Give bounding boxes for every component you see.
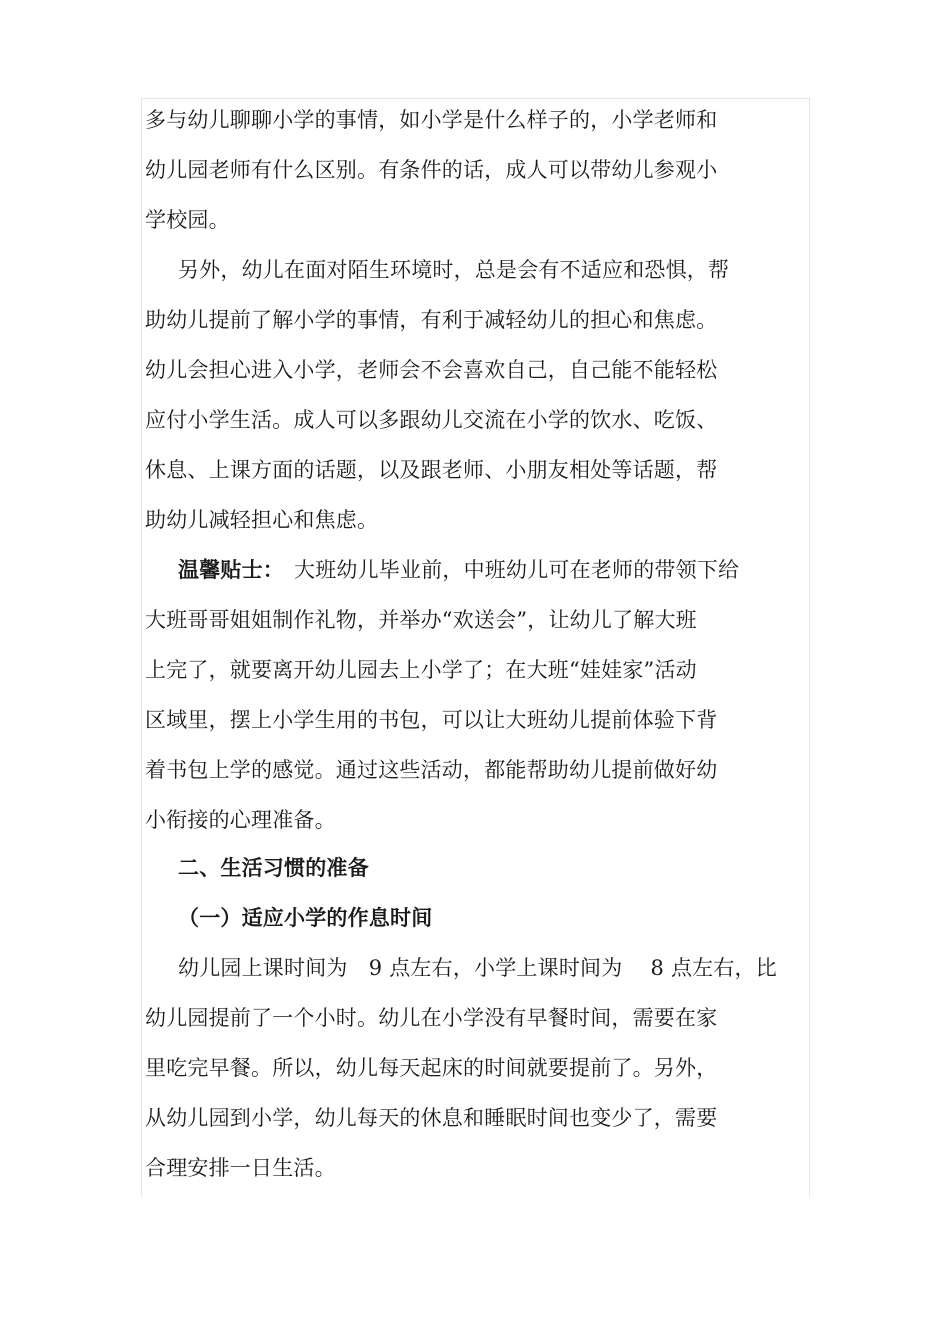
- text-line: 学校园。: [145, 208, 230, 232]
- subsection-heading: （一）适应小学的作息时间: [178, 905, 433, 930]
- text-line: 小衔接的心理准备。: [145, 808, 336, 832]
- text-line: 幼儿园上课时间为 9 点左右，小学上课时间为 8 点左右，比: [178, 956, 777, 980]
- text-line: 上完了，就要离开幼儿园去上小学了；在大班“娃娃家”活动: [145, 658, 697, 682]
- section-heading: 二、生活习惯的准备: [178, 855, 369, 880]
- text-line: 着书包上学的感觉。通过这些活动，都能帮助幼儿提前做好幼: [145, 758, 718, 782]
- text-line: 助幼儿提前了解小学的事情，有利于减轻幼儿的担心和焦虑。: [145, 308, 718, 332]
- text-line: 大班幼儿毕业前，中班幼儿可在老师的带领下给: [294, 558, 740, 582]
- text-line: 幼儿园提前了一个小时。幼儿在小学没有早餐时间，需要在家: [145, 1006, 718, 1030]
- text-line: 大班哥哥姐姐制作礼物，并举办“欢送会”，让幼儿了解大班: [145, 608, 697, 632]
- text-line: 另外，幼儿在面对陌生环境时，总是会有不适应和恐惧，帮: [178, 258, 730, 282]
- text-line: 助幼儿减轻担心和焦虑。: [145, 508, 379, 532]
- text-line: 区域里，摆上小学生用的书包，可以让大班幼儿提前体验下背: [145, 708, 718, 732]
- text-line: 里吃完早餐。所以，幼儿每天起床的时间就要提前了。另外，: [145, 1056, 718, 1080]
- text-line: 幼儿园老师有什么区别。有条件的话，成人可以带幼儿参观小: [145, 158, 718, 182]
- text-line: 幼儿会担心进入小学，老师会不会喜欢自己，自己能不能轻松: [145, 358, 718, 382]
- tip-paragraph-start: [178, 555, 739, 585]
- tip-label: 温馨贴士：: [178, 557, 284, 582]
- text-line: 合理安排一日生活。: [145, 1156, 336, 1180]
- text-line: 应付小学生活。成人可以多跟幼儿交流在小学的饮水、吃饭、: [145, 408, 718, 432]
- text-line: 多与幼儿聊聊小学的事情，如小学是什么样子的，小学老师和: [145, 108, 718, 132]
- text-line: 休息、上课方面的话题，以及跟老师、小朋友相处等话题，帮: [145, 458, 718, 482]
- text-line: 从幼儿园到小学，幼儿每天的休息和睡眠时间也变少了，需要: [145, 1106, 718, 1130]
